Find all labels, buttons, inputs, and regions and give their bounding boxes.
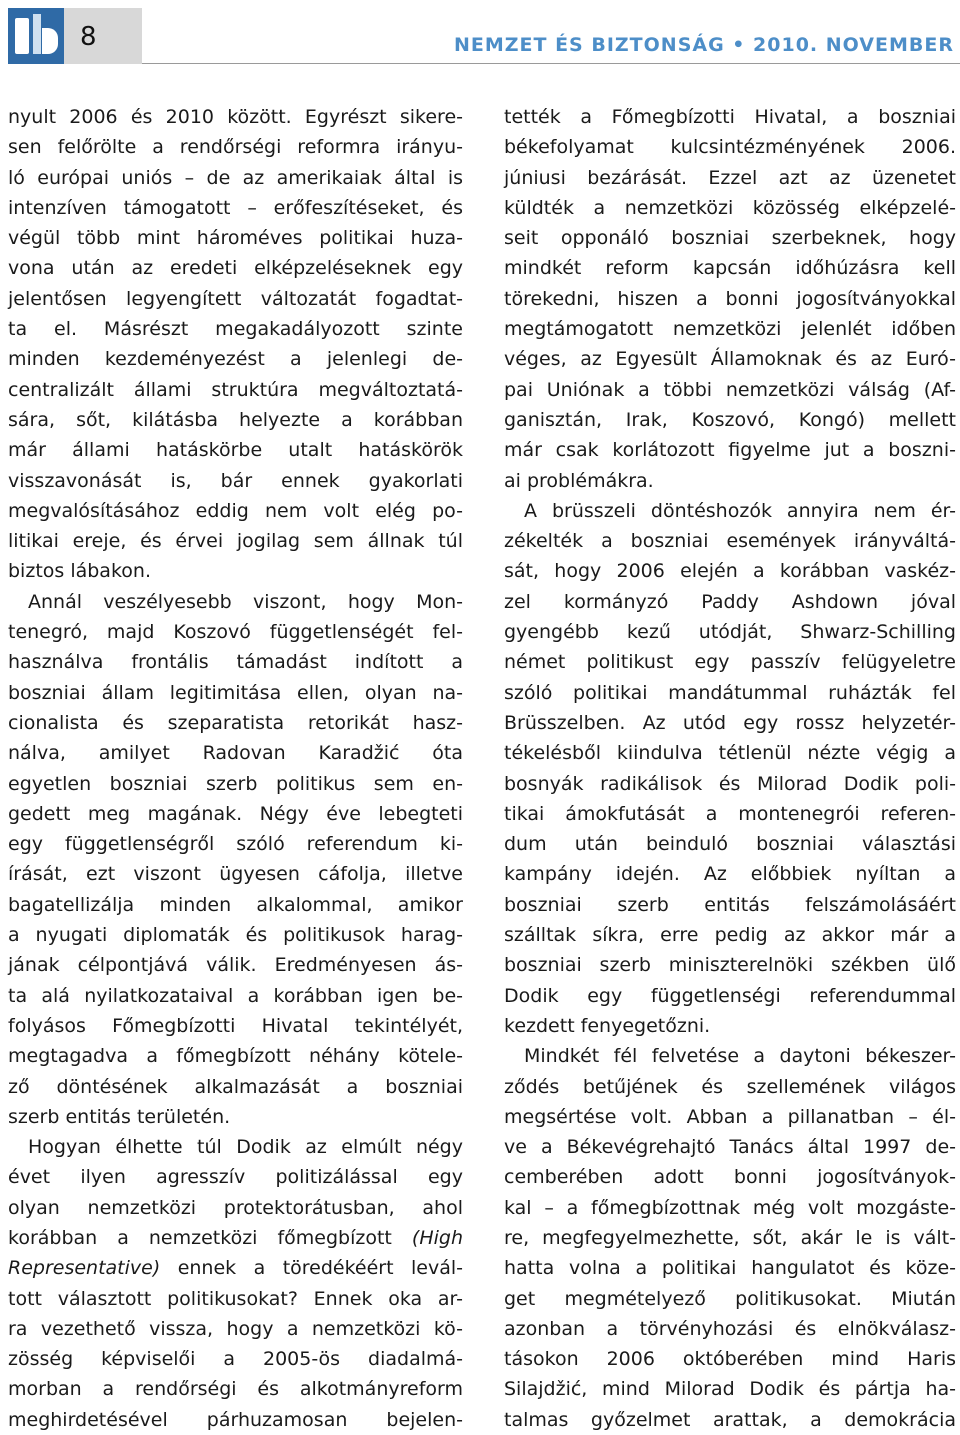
text-line: morban a rendőrségi és alkotmányreform xyxy=(8,1378,463,1401)
page-number-box xyxy=(64,8,142,64)
text-line: ra vezethető vissza, hogy a nemzetközi kö- xyxy=(8,1317,463,1340)
text-line: bosnyák radikálisok és Milorad Dodik poli- xyxy=(504,772,956,795)
text-line: szálltak síkra, erre pedig az akkor már a xyxy=(504,924,956,947)
text-line: egy függetlenségről szóló referendum ki- xyxy=(8,833,463,856)
text-line: végül több mint hároméves politikai huza- xyxy=(8,227,463,250)
text-line: ve a Békevégrehajtó Tanács által 1997 de- xyxy=(504,1136,956,1159)
text-line: tásokon 2006 októberében mind Haris xyxy=(504,1348,956,1371)
text-line: Mindkét fél felvetése a daytoni békeszer- xyxy=(524,1045,956,1068)
text-line: litikai ereje, és érvei jogilag sem állnak túl xyxy=(8,530,463,553)
text-line: olyan nemzetközi protektorátusban, ahol xyxy=(8,1196,463,1219)
text-line: nálva, amilyet Radovan Karadžić óta xyxy=(8,742,463,765)
text-line: boszniai szerb miniszterelnöki székben ülő xyxy=(504,954,956,977)
page-number: 8 xyxy=(80,22,97,52)
text-line: szerb entitás területén. xyxy=(8,1105,231,1128)
text-line: centralizált állami struktúra megváltoztatá- xyxy=(8,378,463,401)
text-line: jelentősen legyengített változatát fogadtat- xyxy=(8,287,463,310)
text-line: ganisztán, Irak, Koszovó, Kongó) mellett xyxy=(504,408,956,431)
text-line: már csak korlátozott figyelme jut a boszni- xyxy=(504,439,956,462)
nb-logo-icon xyxy=(8,8,64,64)
text-line: kezdett fenyegetőzni. xyxy=(504,1014,711,1037)
text-line: folyásos Főmegbízotti Hivatal tekintélyét, xyxy=(8,1014,463,1037)
text-line: Hogyan élhette túl Dodik az elmúlt négy xyxy=(28,1136,463,1159)
text-line: kal – a főmegbízottnak még volt mozgáste- xyxy=(504,1196,956,1219)
text-line: dum után beinduló boszniai választási xyxy=(504,833,956,856)
text-line: megsértése volt. Abban a pillanatban – él- xyxy=(504,1105,956,1128)
text-line: törekedni, hiszen a bonni jogosítványokkal xyxy=(504,287,956,310)
text-line: Representative) ennek a töredékéért levál- xyxy=(8,1257,463,1280)
text-line: Dodik egy függetlenségi referendummal xyxy=(504,984,956,1007)
text-line: tenegró, majd Koszovó függetlenségét fel- xyxy=(8,621,463,644)
text-line: megtámogatott nemzetközi jelenlét időben xyxy=(504,318,956,341)
text-line: bagatellizálja minden alkalommal, amikor xyxy=(8,893,463,916)
text-line: ai problémákra. xyxy=(504,469,654,492)
running-head: NEMZET ÉS BIZTONSÁG • 2010. NOVEMBER xyxy=(453,34,954,56)
text-line: gedett meg magának. Négy éve lebegteti xyxy=(8,802,463,825)
text-line: véges, az Egyesült Államoknak és az Euró- xyxy=(504,348,956,371)
text-line: már állami hatáskörbe utalt hatáskörök xyxy=(8,439,463,462)
text-line: sára, sőt, kilátásba helyezte a korábban xyxy=(8,408,463,431)
page-header xyxy=(0,0,960,70)
text-line: Brüsszelben. Az utód egy rossz helyzetér- xyxy=(504,711,956,734)
text-line: boszniai állam legitimitása ellen, olyan na- xyxy=(8,681,463,704)
text-line: minden kezdeményezést a jelenlegi de- xyxy=(8,348,463,371)
text-line: seit opponáló boszniai szerbeknek, hogy xyxy=(504,227,956,250)
text-line: szóló politikai mandátummal ruházták fel xyxy=(504,681,956,704)
text-line: pai Uniónak a többi nemzetközi válság (Af- xyxy=(504,378,956,401)
text-line: ződés betűjének és szellemének világos xyxy=(504,1075,956,1098)
text-line: Silajdžić, mind Milorad Dodik és pártja ha- xyxy=(504,1378,956,1401)
text-line: tékelésből kiindulva tétlenül nézte végig a xyxy=(504,742,956,765)
text-line: A brüsszeli döntéshozók annyira nem ér- xyxy=(524,499,956,522)
text-line: Annál veszélyesebb viszont, hogy Mon- xyxy=(28,590,463,613)
text-line: júniusi bezárását. Ezzel azt az üzenetet xyxy=(504,166,956,189)
text-line: ló európai uniós – de az amerikaiak által is xyxy=(8,166,463,189)
text-line: hatta volna a politikai hangulatot és köze- xyxy=(504,1257,956,1280)
text-line: tott választott politikusokat? Ennek oka ar- xyxy=(8,1287,463,1310)
text-line: sát, hogy 2006 elején a korábban vaskéz- xyxy=(504,560,956,583)
text-line: boszniai szerb entitás felszámolásáért xyxy=(504,893,956,916)
text-line: ta alá nyilatkozataival a korábban igen be- xyxy=(8,984,463,1007)
text-line: évet ilyen agresszív politizálással egy xyxy=(8,1166,463,1189)
text-line: ző döntésének alkalmazását a boszniai xyxy=(8,1075,463,1098)
right-text-column xyxy=(504,102,956,1435)
text-line: tikai ámokfutását a montenegrói referen- xyxy=(504,802,956,825)
text-line: biztos lábakon. xyxy=(8,560,151,583)
text-line: talmas győzelmet arattak, a demokrácia xyxy=(504,1408,956,1431)
text-line: mindkét reform kapcsán időhúzásra kell xyxy=(504,257,956,280)
text-line: zékelték a boszniai események irányváltá- xyxy=(504,530,956,553)
text-line: zel kormányzó Paddy Ashdown jóval xyxy=(504,590,956,613)
header-rule xyxy=(142,63,960,64)
text-line: gyengébb kezű utódját, Shwarz-Schilling xyxy=(504,621,956,644)
text-line: használva frontális támadást indított a xyxy=(8,651,463,674)
text-line: jának célpontjává válik. Eredményesen ás- xyxy=(8,954,463,977)
text-line: egyetlen boszniai szerb politikus sem en- xyxy=(8,772,463,795)
text-line: korábban a nemzetközi főmegbízott (High xyxy=(8,1226,463,1249)
text-line: zösség képviselői a 2005-ös diadalmá- xyxy=(8,1348,463,1371)
text-line: cemberében adott bonni jogosítványok- xyxy=(504,1166,956,1189)
text-line: a nyugati diplomaták és politikusok harag- xyxy=(8,924,463,947)
text-line: küldték a nemzetközi közösség elképzelé- xyxy=(504,196,956,219)
left-text-column xyxy=(8,102,463,1435)
text-line: meghirdetésével párhuzamosan bejelen- xyxy=(8,1408,463,1431)
text-line: get megmételyező politikusokat. Miután xyxy=(504,1287,956,1310)
text-line: intenzíven támogatott – erőfeszítéseket, és xyxy=(8,196,463,219)
text-line: német politikust egy passzív felügyeletre xyxy=(504,651,956,674)
text-line: nyult 2006 és 2010 között. Egyrészt sikere- xyxy=(8,106,463,128)
text-line: sen felőrölte a rendőrségi reformra irányu- xyxy=(8,136,463,159)
text-line: vona után az eredeti elképzeléseknek egy xyxy=(8,257,463,280)
text-line: cionalista és szeparatista retorikát hasz- xyxy=(8,711,463,734)
text-line: re, megfegyelmezhette, sőt, akár le is vált- xyxy=(504,1226,956,1249)
text-line: kampány idején. Az előbbiek nyíltan a xyxy=(504,863,956,886)
text-line: írását, ezt viszont ügyesen cáfolja, illetve xyxy=(8,863,463,886)
text-line: azonban a törvényhozási és elnökválasz- xyxy=(504,1317,956,1340)
text-line: megtagadva a főmegbízott néhány kötele- xyxy=(8,1045,463,1068)
text-line: megvalósításához eddig nem volt elég po- xyxy=(8,499,463,522)
text-line: visszavonását is, bár ennek gyakorlati xyxy=(8,469,463,492)
text-line: ta el. Másrészt megakadályozott szinte xyxy=(8,318,463,341)
text-line: békefolyamat kulcsintézményének 2006. xyxy=(504,136,956,159)
text-line: tették a Főmegbízotti Hivatal, a boszniai xyxy=(504,106,956,128)
